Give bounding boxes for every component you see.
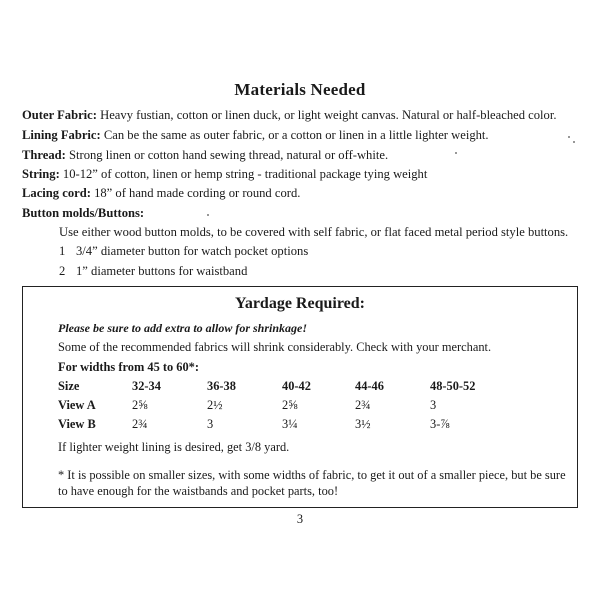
button-item-text: 1” diameter buttons for waistband [76, 264, 248, 278]
table-cell: 2⅝ [132, 398, 148, 412]
page-number: 3 [296, 512, 304, 526]
table-header-cell: 32-34 [132, 379, 161, 393]
material-lining-fabric [22, 128, 489, 143]
table-header-cell: 48-50-52 [430, 379, 476, 393]
material-text: Can be the same as outer fabric, or a cotton or linen in a little lighter weight. [100, 128, 489, 142]
lining-note: If lighter weight lining is desired, get 3/8 yard. [58, 440, 290, 454]
table-cell: 3-⅞ [430, 417, 450, 431]
scan-speck [568, 136, 570, 138]
row-label: View A [58, 398, 96, 412]
material-label: Outer Fabric: [22, 108, 97, 122]
material-thread [22, 148, 388, 163]
button-item-text: 3/4” diameter button for watch pocket options [76, 244, 309, 258]
button-item-qty: 2 [59, 264, 66, 278]
material-label: Thread: [22, 148, 66, 162]
yardage-title: Yardage Required: [235, 295, 365, 312]
table-cell: 2½ [207, 398, 223, 412]
material-string [22, 167, 427, 182]
material-label: Lining Fabric: [22, 128, 101, 142]
widths-label: For widths from 45 to 60*: [58, 360, 199, 374]
material-text: Strong linen or cotton hand sewing thread, natural or off-white. [65, 148, 389, 162]
table-header-cell: Size [58, 379, 80, 393]
button-item [59, 244, 308, 259]
buttons-description: Use either wood button molds, to be covered with self fabric, or flat faced metal period style buttons. [59, 225, 569, 239]
button-item [59, 264, 247, 279]
page-title: Materials Needed [234, 80, 366, 99]
material-label: Lacing cord: [22, 186, 91, 200]
material-text: Heavy fustian, cotton or linen duck, or light weight canvas. Natural or half-bleached color. [96, 108, 557, 122]
table-cell: 3 [430, 398, 437, 412]
table-cell: 3¼ [282, 417, 298, 431]
table-cell: 2¾ [355, 398, 371, 412]
table-header-cell: 40-42 [282, 379, 311, 393]
shrinkage-note: Some of the recommended fabrics will shrink considerably. Check with your merchant. [58, 340, 492, 354]
material-text: 18” of hand made cording or round cord. [90, 186, 301, 200]
material-text: 10-12” of cotton, linen or hemp string - traditional package tying weight [59, 167, 428, 181]
footnote: * It is possible on smaller sizes, with some widths of fabric, to get it out of a smaller piece, but be sure to have enough for the waistbands and pocket parts, too! [58, 468, 566, 498]
material-label: String: [22, 167, 60, 181]
material-outer-fabric [22, 108, 557, 123]
table-header-cell: 44-46 [355, 379, 384, 393]
material-label: Button molds/Buttons: [22, 206, 145, 220]
table-cell: 3 [207, 417, 214, 431]
material-lacing-cord [22, 186, 300, 201]
row-label: View B [58, 417, 96, 431]
scan-speck [573, 141, 575, 143]
button-item-qty: 1 [59, 244, 66, 258]
shrinkage-warning: Please be sure to add extra to allow for shrinkage! [58, 321, 308, 335]
scan-speck [207, 214, 209, 216]
table-cell: 2¾ [132, 417, 148, 431]
table-header-cell: 36-38 [207, 379, 236, 393]
table-cell: 2⅝ [282, 398, 298, 412]
scan-speck [455, 152, 457, 154]
material-button-molds [22, 206, 144, 221]
yardage-box [22, 286, 578, 508]
table-cell: 3½ [355, 417, 371, 431]
